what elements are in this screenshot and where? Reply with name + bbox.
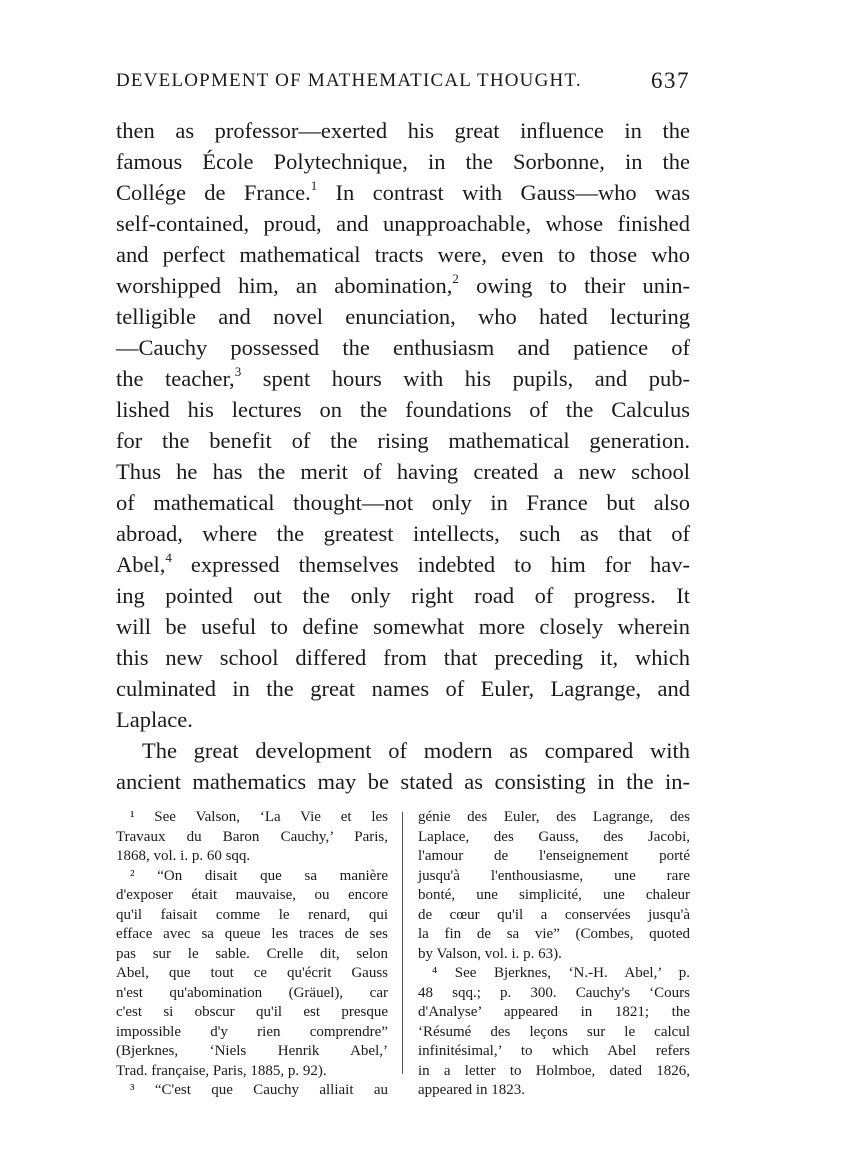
footnotes [116, 808, 690, 1098]
text-line: the teacher,$^3$ spent hours with his pupils, and pub- [116, 363, 690, 391]
footnote-line: Trad. française, Paris, 1885, p. 92). [116, 1062, 327, 1079]
text-line: Thus he has the merit of having created a new school [116, 459, 690, 484]
footnote-line: de cœur qu'il a conservées jusqu'à [418, 906, 690, 923]
text-line: ing pointed out the only right road of progress. It [116, 583, 690, 608]
footnote-ref: 1 [310, 177, 318, 193]
footnote-line: jusqu'à l'enthousiasme, une rare [418, 867, 690, 884]
footnote-line: bonté, une simplicité, une chaleur [418, 887, 690, 903]
text-line: ancient mathematics may be stated as consisting in the in- [116, 769, 690, 794]
footnote-line: ¹ See Valson, ‘La Vie et les [130, 809, 388, 825]
text-line: for the benefit of the rising mathematical generation. [116, 428, 690, 453]
text-line: Abel,$^4$ expressed themselves indebted to him for hav- [116, 549, 690, 577]
text-line: The great development of modern as compared with [142, 738, 690, 763]
text-line: Collége de France.$^1$ In contrast with Gauss—who was [116, 177, 690, 205]
page-header [116, 64, 690, 98]
footnote-line: Abel, que tout ce qu'écrit Gauss [116, 965, 388, 981]
text-line: famous École Polytechnique, in the Sorbonne, in the [116, 149, 690, 174]
footnote-line: d'Analyse’ appeared in 1821; the [418, 1004, 690, 1020]
footnote-line: 48 sqq.; p. 300. Cauchy's ‘Cours [418, 984, 690, 1001]
text-line: abroad, where the greatest intellects, such as that of [116, 521, 690, 546]
footnote-line: ‘Résumé des leçons sur le calcul [418, 1023, 690, 1040]
footnote-divider [402, 812, 403, 1074]
footnote-column-right [418, 808, 690, 1101]
footnote-line: qu'il faisait comme le renard, qui [116, 906, 388, 923]
footnote-ref: 3 [234, 363, 242, 379]
footnote-line: ³ “C'est que Cauchy alliait au [130, 1082, 388, 1098]
footnote-line: Travaux du Baron Cauchy,’ Paris, [116, 828, 388, 845]
footnote-line: n'est qu'abomination (Gräuel), car [116, 984, 388, 1001]
text-line: worshipped him, an abomination,$^2$ owing to their unin- [116, 270, 691, 298]
footnote-line: génie des Euler, des Lagrange, des [418, 809, 690, 825]
text-line: of mathematical thought—not only in France but also [116, 490, 690, 515]
footnote-line: ² “On disait que sa manière [130, 867, 388, 884]
footnote-line: pas sur le sable. Crelle dit, selon [116, 945, 388, 962]
text-line: lished his lectures on the foundations of the Calculus [116, 397, 690, 422]
text-line: —Cauchy possessed the enthusiasm and patience of [116, 335, 690, 360]
footnote-line: d'exposer était mauvaise, ou encore [116, 887, 388, 903]
text-line: and perfect mathematical tracts were, even to those who [116, 242, 690, 267]
footnote-line: efface avec sa queue les traces de ses [116, 926, 388, 942]
text-line: then as professor—exerted his great influence in the [116, 118, 690, 143]
footnote-line: l'amour de l'enseignement porté [418, 848, 690, 864]
text-line: self-contained, proud, and unapproachable, whose finished [116, 211, 690, 236]
footnote-column-left [116, 808, 388, 1101]
running-title: DEVELOPMENT OF MATHEMATICAL THOUGHT. [116, 70, 582, 91]
footnote-line: infinitésimal,’ to which Abel refers [418, 1043, 690, 1059]
footnote-ref: 4 [165, 549, 172, 565]
footnote-line: Laplace, des Gauss, des Jacobi, [418, 828, 690, 845]
footnote-line: in a letter to Holmboe, dated 1826, [418, 1062, 690, 1079]
text-line: will be useful to define somewhat more closely wherein [116, 614, 690, 639]
footnote-line: la fin de sa vie” (Combes, quoted [418, 926, 690, 942]
footnote-line: by Valson, vol. i. p. 63). [418, 945, 562, 962]
footnote-line: c'est si obscur qu'il est presque [116, 1004, 388, 1020]
footnote-line: (Bjerknes, ‘Niels Henrik Abel,’ [116, 1043, 388, 1059]
body-text [116, 115, 690, 797]
text-line: telligible and novel enunciation, who hated lecturing [116, 304, 690, 329]
footnote-line: ⁴ See Bjerknes, ‘N.-H. Abel,’ p. [432, 965, 690, 981]
text-line: Laplace. [116, 707, 193, 732]
footnote-line: appeared in 1823. [418, 1082, 526, 1098]
text-line: culminated in the great names of Euler, Lagrange, and [116, 676, 690, 701]
text-line: this new school differed from that preceding it, which [116, 645, 690, 670]
footnote-ref: 2 [452, 270, 459, 286]
page-number: 637 [651, 68, 690, 93]
footnote-line: impossible d'y rien comprendre” [116, 1023, 388, 1040]
footnote-line: 1868, vol. i. p. 60 sqq. [116, 848, 251, 864]
